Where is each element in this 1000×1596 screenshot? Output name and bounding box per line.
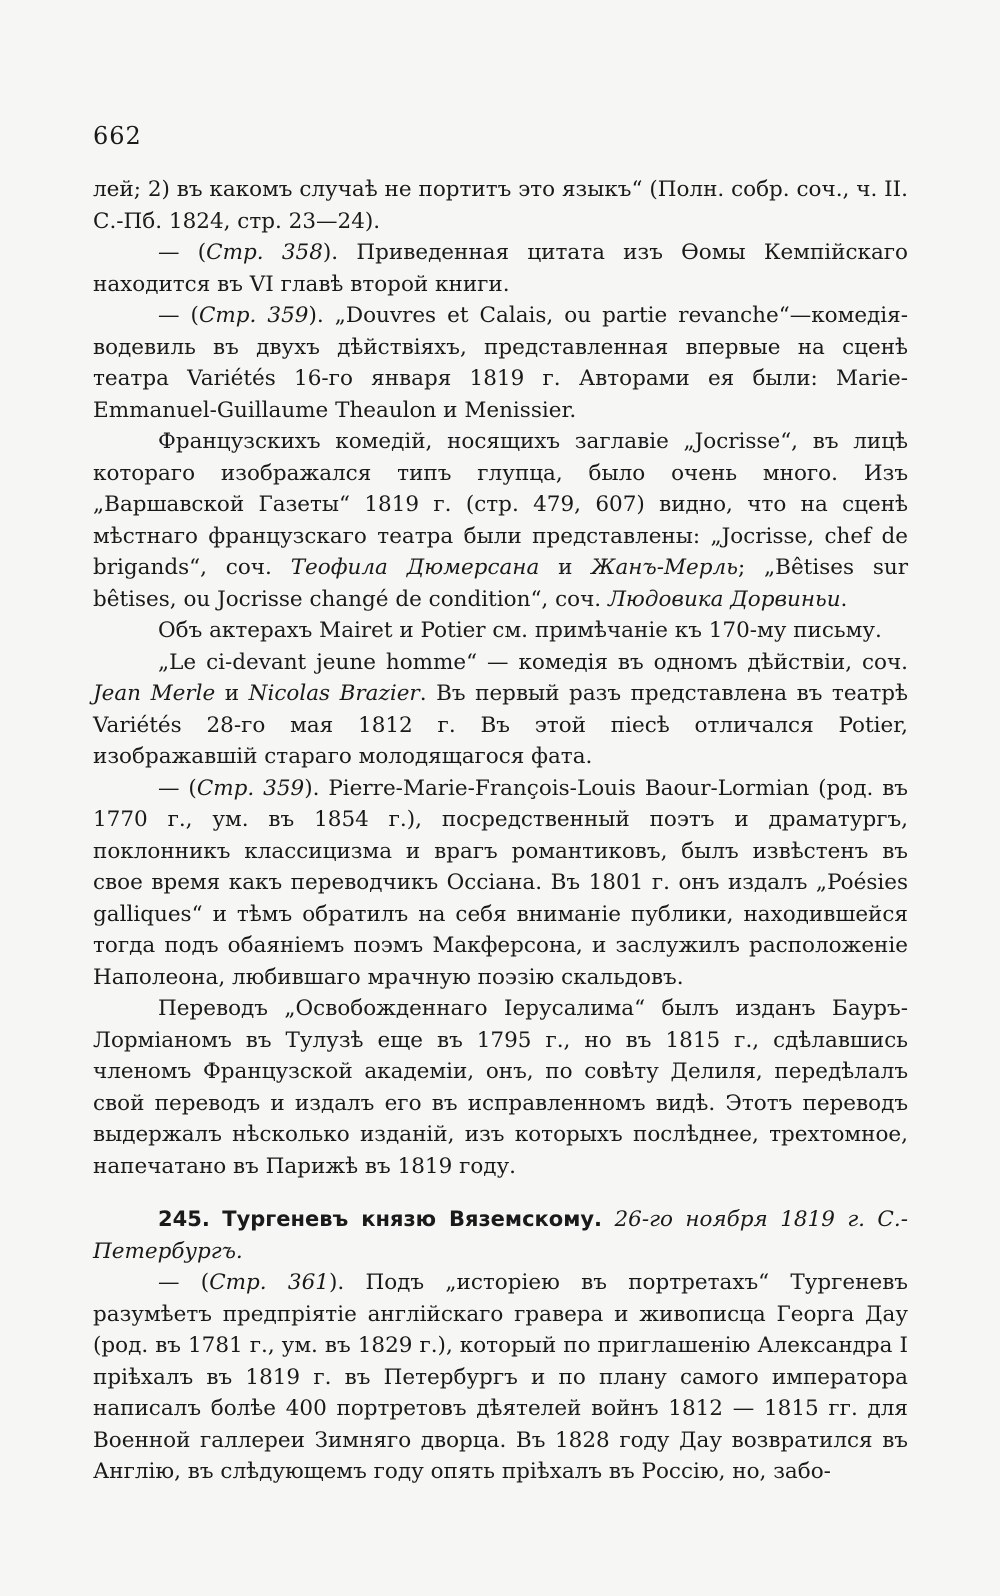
text-run: и xyxy=(215,681,249,706)
paragraph-p6 xyxy=(93,647,908,773)
commentary-notes-after xyxy=(93,1267,908,1488)
italic-reference: Теофила Дюмерсана xyxy=(290,555,540,580)
paragraph-p7 xyxy=(93,773,908,994)
text-run: и xyxy=(539,555,592,580)
text-run: — ( xyxy=(158,303,199,328)
commentary-notes xyxy=(93,174,908,1182)
text-run: — ( xyxy=(158,1270,210,1295)
text-run: Переводъ „Освобожденнаго Іерусалима“ былъ изданъ Бауръ-Лорміаномъ въ Тулузѣ еще въ 1795 г., но въ 1815 г., сдѣлавшись членомъ Французской академіи, онъ, по совѣту Делиля, передѣлалъ свой переводъ и издалъ его въ исправленномъ видѣ. Этотъ переводъ выдержалъ нѣсколько изданій, изъ которыхъ послѣднее, трехтомное, напечатано въ Парижѣ въ 1819 году. xyxy=(93,996,908,1179)
text-run: ; „Bêtises sur bêtises, ou Jocrisse changé de condition“, соч. xyxy=(93,555,908,612)
text-run: Французскихъ комедій, носящихъ заглавіе „Jocrisse“, въ лицѣ котораго изображался типъ глупца, было очень много. Изъ „Варшавской Газеты“ 1819 г. (стр. 479, 607) видно, что на сценѣ мѣстнаго французскаго театра были представлены: „Jocrisse, chef de brigands“, соч. xyxy=(93,429,908,580)
letter-heading xyxy=(93,1204,908,1267)
italic-reference: Nicolas Brazier xyxy=(248,681,420,706)
italic-reference: Стр. 358 xyxy=(206,240,323,265)
text-run: — ( xyxy=(158,240,207,265)
italic-reference: Стр. 361 xyxy=(209,1270,329,1295)
paragraph-p1 xyxy=(93,174,908,237)
text-run: . xyxy=(840,586,848,612)
italic-reference: Стр. 359 xyxy=(198,303,309,328)
paragraph-p3 xyxy=(93,300,908,426)
text-run: ). Pierre-Marie-François-Louis Baour-Lormian (род. въ 1770 г., ум. въ 1854 г.), посредственный поэтъ и драматургъ, поклонникъ классицизма и врагъ романтиковъ, былъ извѣстенъ въ свое время какъ переводчикъ Оссіана. Въ 1801 г. онъ издалъ „Poésies galliques“ и тѣмъ обратилъ на себя вниманіе публики, находившейся тогда подъ обаяніемъ поэмъ Макферсона, и заслужилъ расположеніе Наполеона, любившаго мрачную поэзію скальдовъ. xyxy=(93,775,908,990)
letter-number: 245. xyxy=(158,1207,210,1231)
italic-reference: Жанъ-Мерль xyxy=(591,555,738,580)
text-run: ). Приведенная цитата изъ Ѳомы Кемпійскаго находится въ VI главѣ второй книги. xyxy=(93,240,908,297)
body-text xyxy=(93,174,908,1488)
paragraph-p4 xyxy=(93,426,908,615)
paragraph-p5 xyxy=(93,615,908,647)
italic-reference: Jean Merle xyxy=(93,681,216,706)
paragraph-p8 xyxy=(93,993,908,1182)
text-run: . Въ первый разъ представлена въ театрѣ Variétés 28-го мая 1812 г. Въ этой піесѣ отличался Potier, изображавшій стараго молодящагося фата. xyxy=(93,681,908,769)
text-run: Объ актерахъ Mairet и Potier см. примѣчаніе къ 170-му письму. xyxy=(158,618,882,643)
letter-title: Тургеневъ князю Вяземскому. xyxy=(222,1207,603,1231)
text-run: ). Подъ „исторіею въ портретахъ“ Тургеневъ разумѣетъ предпріятіе англійскаго гравера и живописца Георга Дау (род. въ 1781 г., ум. въ 1829 г.), который по приглашенію Александра I пріѣхалъ въ 1819 г. въ Петербургъ и по плану самого императора написалъ болѣе 400 портретовъ дѣятелей войнъ 1812 — 1815 гг. для Военной галлереи Зимняго дворца. Въ 1828 году Дау возвратился въ Англію, въ слѣдующемъ году опять пріѣхалъ въ Россію, но, забо- xyxy=(93,1270,908,1484)
letter-date-place: 26-го ноября 1819 г. С.-Петербургъ. xyxy=(93,1207,908,1264)
text-run: — ( xyxy=(158,775,197,801)
italic-reference: Стр. 359 xyxy=(196,775,305,801)
italic-reference: Людовика Дорвиньи xyxy=(607,586,841,612)
paragraph-p9 xyxy=(93,1267,908,1488)
text-run: ). „Douvres et Calais, ou partie revanche“—комедія-водевиль въ двухъ дѣйствіяхъ, представленная впервые на сценѣ театра Variétés 16-го января 1819 г. Авторами ея были: Marie-Emmanuel-Guillaume Theaulon и Menissier. xyxy=(93,303,908,423)
text-run: лей; 2) въ какомъ случаѣ не портитъ это языкъ“ (Полн. собр. соч., ч. II. С.-Пб. 1824, стр. 23—24). xyxy=(93,177,908,234)
page-number: 662 xyxy=(93,122,142,150)
text-run: „Le ci-devant jeune homme“ — комедія въ одномъ дѣйствіи, соч. xyxy=(158,649,908,675)
paragraph-p2 xyxy=(93,237,908,300)
